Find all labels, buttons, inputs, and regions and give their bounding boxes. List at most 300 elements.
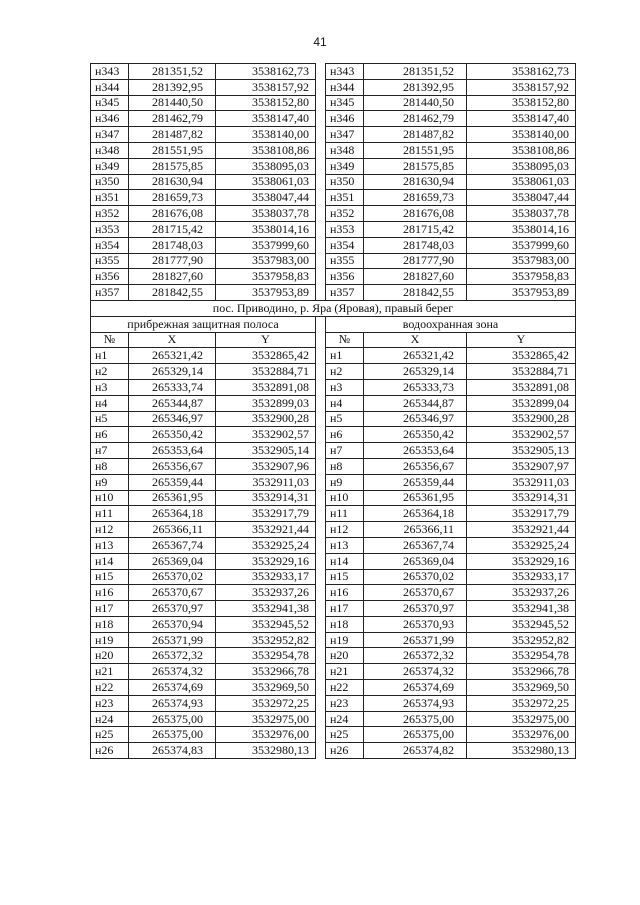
- column-gap: [316, 616, 326, 632]
- point-num-right: н12: [326, 522, 364, 538]
- bottom-section-rows: [91, 348, 576, 759]
- point-num-left: н19: [91, 632, 129, 648]
- coord-y-right: 3538095,03: [467, 158, 576, 174]
- table-row: [91, 616, 576, 632]
- coord-x-left: 265370,94: [129, 616, 216, 632]
- coord-x-right: 265370,67: [364, 585, 467, 601]
- point-num-left: н25: [91, 727, 129, 743]
- column-gap: [316, 174, 326, 190]
- coord-y-left: 3537999,60: [216, 237, 316, 253]
- table-row: [91, 680, 576, 696]
- point-num-left: н356: [91, 269, 129, 285]
- coord-y-right: 3532945,52: [467, 616, 576, 632]
- column-gap: [316, 743, 326, 759]
- point-num-right: н350: [326, 174, 364, 190]
- coord-x-left: 265369,04: [129, 553, 216, 569]
- point-num-right: н356: [326, 269, 364, 285]
- coord-y-left: 3537953,89: [216, 285, 316, 301]
- point-num-right: н344: [326, 79, 364, 95]
- coord-x-left: 281551,95: [129, 142, 216, 158]
- point-num-left: н7: [91, 443, 129, 459]
- table-row: [91, 490, 576, 506]
- coord-y-left: 3532980,13: [216, 743, 316, 759]
- coord-x-right: 265350,42: [364, 427, 467, 443]
- point-num-left: н5: [91, 411, 129, 427]
- coord-x-left: 265374,93: [129, 695, 216, 711]
- coord-x-left: 265321,42: [129, 348, 216, 364]
- table-row: [91, 632, 576, 648]
- coord-x-left: 281827,60: [129, 269, 216, 285]
- table-row: [91, 569, 576, 585]
- coord-y-left: 3532900,28: [216, 411, 316, 427]
- table-row: [91, 364, 576, 380]
- point-num-right: н17: [326, 601, 364, 617]
- coord-y-left: 3538095,03: [216, 158, 316, 174]
- coord-y-left: 3532921,44: [216, 522, 316, 538]
- point-num-right: н343: [326, 64, 364, 80]
- coord-y-left: 3532933,17: [216, 569, 316, 585]
- col-header-num-left: №: [91, 332, 129, 348]
- point-num-right: н357: [326, 285, 364, 301]
- table-row: [91, 458, 576, 474]
- point-num-right: н6: [326, 427, 364, 443]
- coord-x-left: 265374,69: [129, 680, 216, 696]
- coord-y-left: 3538140,00: [216, 127, 316, 143]
- table-row: [91, 285, 576, 301]
- coord-y-right: 3538061,03: [467, 174, 576, 190]
- coord-y-right: 3538147,40: [467, 111, 576, 127]
- point-num-left: н23: [91, 695, 129, 711]
- coord-y-right: 3538037,78: [467, 206, 576, 222]
- point-num-left: н343: [91, 64, 129, 80]
- coord-x-right: 281575,85: [364, 158, 467, 174]
- point-num-left: н348: [91, 142, 129, 158]
- coord-x-left: 265374,83: [129, 743, 216, 759]
- coord-x-right: 265367,74: [364, 537, 467, 553]
- column-gap: [316, 111, 326, 127]
- col-header-y-left: Y: [216, 332, 316, 348]
- column-gap: [316, 221, 326, 237]
- coord-x-left: 281392,95: [129, 79, 216, 95]
- coord-x-left: 265353,64: [129, 443, 216, 459]
- coord-x-left: 265359,44: [129, 474, 216, 490]
- coord-x-right: 265375,00: [364, 727, 467, 743]
- table-row: [91, 711, 576, 727]
- coord-y-left: 3532952,82: [216, 632, 316, 648]
- coord-y-left: 3532937,26: [216, 585, 316, 601]
- column-gap: [316, 474, 326, 490]
- table-row: [91, 348, 576, 364]
- coord-y-left: 3532975,00: [216, 711, 316, 727]
- coord-x-right: 281748,03: [364, 237, 467, 253]
- coord-x-right: 265346,97: [364, 411, 467, 427]
- point-num-right: н5: [326, 411, 364, 427]
- column-gap: [316, 490, 326, 506]
- coord-x-right: 265321,42: [364, 348, 467, 364]
- point-num-left: н9: [91, 474, 129, 490]
- coord-x-right: 265371,99: [364, 632, 467, 648]
- coord-y-right: 3538047,44: [467, 190, 576, 206]
- coord-y-left: 3538037,78: [216, 206, 316, 222]
- column-gap: [316, 553, 326, 569]
- column-gap: [316, 348, 326, 364]
- coord-y-right: 3538157,92: [467, 79, 576, 95]
- coord-y-left: 3538014,16: [216, 221, 316, 237]
- coord-y-left: 3532945,52: [216, 616, 316, 632]
- coord-x-right: 281659,73: [364, 190, 467, 206]
- column-gap: [316, 142, 326, 158]
- coord-y-right: 3537983,00: [467, 253, 576, 269]
- coord-x-right: 265370,97: [364, 601, 467, 617]
- point-num-right: н2: [326, 364, 364, 380]
- column-gap: [316, 711, 326, 727]
- coord-x-right: 281351,52: [364, 64, 467, 80]
- coord-y-right: 3538140,00: [467, 127, 576, 143]
- point-num-right: н351: [326, 190, 364, 206]
- column-gap: [316, 680, 326, 696]
- coord-x-left: 281676,08: [129, 206, 216, 222]
- table-row: [91, 411, 576, 427]
- column-gap: [316, 395, 326, 411]
- coord-y-right: 3532921,44: [467, 522, 576, 538]
- coord-y-left: 3532954,78: [216, 648, 316, 664]
- point-num-left: н21: [91, 664, 129, 680]
- point-num-left: н12: [91, 522, 129, 538]
- coord-x-left: 265344,87: [129, 395, 216, 411]
- coord-x-left: 281748,03: [129, 237, 216, 253]
- point-num-left: н345: [91, 95, 129, 111]
- coord-y-left: 3532929,16: [216, 553, 316, 569]
- coord-x-right: 265329,14: [364, 364, 467, 380]
- point-num-left: н16: [91, 585, 129, 601]
- column-gap: [316, 237, 326, 253]
- point-num-right: н354: [326, 237, 364, 253]
- coord-x-right: 281462,79: [364, 111, 467, 127]
- point-num-left: н354: [91, 237, 129, 253]
- column-gap: [316, 285, 326, 301]
- coord-y-left: 3537983,00: [216, 253, 316, 269]
- table-row: [91, 142, 576, 158]
- coord-x-right: 265359,44: [364, 474, 467, 490]
- coord-x-right: 265356,67: [364, 458, 467, 474]
- coord-x-right: 281487,82: [364, 127, 467, 143]
- coord-y-right: 3532966,78: [467, 664, 576, 680]
- coordinates-table: [90, 63, 576, 759]
- col-header-num-right: №: [326, 332, 364, 348]
- coord-y-left: 3538061,03: [216, 174, 316, 190]
- coord-x-left: 265370,97: [129, 601, 216, 617]
- coord-y-left: 3538152,80: [216, 95, 316, 111]
- coord-x-left: 281575,85: [129, 158, 216, 174]
- coord-y-left: 3532972,25: [216, 695, 316, 711]
- coord-y-left: 3532907,96: [216, 458, 316, 474]
- table-row: [91, 395, 576, 411]
- coord-y-right: 3532954,78: [467, 648, 576, 664]
- coord-x-right: 265353,64: [364, 443, 467, 459]
- coord-x-right: 281676,08: [364, 206, 467, 222]
- coord-y-left: 3537958,83: [216, 269, 316, 285]
- coord-x-left: 281630,94: [129, 174, 216, 190]
- coord-y-left: 3532917,79: [216, 506, 316, 522]
- coord-x-right: 281551,95: [364, 142, 467, 158]
- coord-y-right: 3538162,73: [467, 64, 576, 80]
- coord-y-right: 3532941,38: [467, 601, 576, 617]
- coord-x-right: 281392,95: [364, 79, 467, 95]
- coord-x-left: 281462,79: [129, 111, 216, 127]
- column-gap: [316, 411, 326, 427]
- column-gap: [316, 522, 326, 538]
- point-num-right: н353: [326, 221, 364, 237]
- column-gap: [316, 458, 326, 474]
- col-header-x-left: X: [129, 332, 216, 348]
- coord-y-left: 3532905,14: [216, 443, 316, 459]
- table-row: [91, 743, 576, 759]
- column-gap: [316, 601, 326, 617]
- coord-x-left: 265333,74: [129, 379, 216, 395]
- coord-y-right: 3538014,16: [467, 221, 576, 237]
- point-num-right: н25: [326, 727, 364, 743]
- column-gap: [316, 316, 326, 332]
- coord-x-right: 265370,93: [364, 616, 467, 632]
- coord-y-left: 3532865,42: [216, 348, 316, 364]
- col-header-x-right: X: [364, 332, 467, 348]
- coord-x-left: 265375,00: [129, 711, 216, 727]
- table-row: [91, 221, 576, 237]
- table-row: [91, 379, 576, 395]
- coord-y-left: 3538157,92: [216, 79, 316, 95]
- coord-x-right: 265333,73: [364, 379, 467, 395]
- point-num-right: н1: [326, 348, 364, 364]
- coord-y-right: 3532980,13: [467, 743, 576, 759]
- coord-x-left: 281777,90: [129, 253, 216, 269]
- table-row: [91, 190, 576, 206]
- coord-x-left: 281440,50: [129, 95, 216, 111]
- coord-y-right: 3532884,71: [467, 364, 576, 380]
- point-num-right: н26: [326, 743, 364, 759]
- point-num-right: н13: [326, 537, 364, 553]
- column-gap: [316, 95, 326, 111]
- coord-x-right: 265370,02: [364, 569, 467, 585]
- point-num-left: н18: [91, 616, 129, 632]
- table-row: [91, 522, 576, 538]
- coord-x-right: 265374,69: [364, 680, 467, 696]
- point-num-left: н24: [91, 711, 129, 727]
- coord-x-left: 265372,32: [129, 648, 216, 664]
- coord-y-right: 3532902,57: [467, 427, 576, 443]
- table-row: [91, 506, 576, 522]
- column-gap: [316, 332, 326, 348]
- coord-x-left: 265329,14: [129, 364, 216, 380]
- section-header: [91, 300, 576, 347]
- table-row: [91, 79, 576, 95]
- coord-y-left: 3538147,40: [216, 111, 316, 127]
- table-row: [91, 727, 576, 743]
- coord-x-left: 281715,42: [129, 221, 216, 237]
- coord-y-left: 3532902,57: [216, 427, 316, 443]
- column-gap: [316, 537, 326, 553]
- column-gap: [316, 127, 326, 143]
- coord-x-left: 265361,95: [129, 490, 216, 506]
- point-num-right: н355: [326, 253, 364, 269]
- coord-y-left: 3532941,38: [216, 601, 316, 617]
- column-gap: [316, 427, 326, 443]
- coord-y-right: 3532911,03: [467, 474, 576, 490]
- coord-y-right: 3532975,00: [467, 711, 576, 727]
- coord-x-left: 265370,02: [129, 569, 216, 585]
- table-row: [91, 695, 576, 711]
- point-num-right: н4: [326, 395, 364, 411]
- coord-x-left: 281842,55: [129, 285, 216, 301]
- table-row: [91, 537, 576, 553]
- coord-x-left: 281487,82: [129, 127, 216, 143]
- point-num-right: н9: [326, 474, 364, 490]
- coord-x-left: 265346,97: [129, 411, 216, 427]
- coord-y-right: 3532937,26: [467, 585, 576, 601]
- coord-y-right: 3538108,86: [467, 142, 576, 158]
- point-num-right: н8: [326, 458, 364, 474]
- column-gap: [316, 664, 326, 680]
- column-gap: [316, 253, 326, 269]
- point-num-left: н17: [91, 601, 129, 617]
- coord-y-right: 3532976,00: [467, 727, 576, 743]
- column-gap: [316, 727, 326, 743]
- coord-x-right: 265344,87: [364, 395, 467, 411]
- column-gap: [316, 648, 326, 664]
- point-num-right: н345: [326, 95, 364, 111]
- coord-y-left: 3532966,78: [216, 664, 316, 680]
- coord-y-right: 3532907,97: [467, 458, 576, 474]
- coord-x-left: 265367,74: [129, 537, 216, 553]
- table-row: [91, 553, 576, 569]
- point-num-left: н347: [91, 127, 129, 143]
- coord-y-right: 3532899,04: [467, 395, 576, 411]
- table-row: [91, 585, 576, 601]
- point-num-left: н20: [91, 648, 129, 664]
- top-section-rows: [91, 64, 576, 301]
- coord-y-left: 3532925,24: [216, 537, 316, 553]
- point-num-left: н6: [91, 427, 129, 443]
- coord-y-left: 3532914,31: [216, 490, 316, 506]
- table-row: [91, 158, 576, 174]
- column-gap: [316, 569, 326, 585]
- coord-x-right: 265374,93: [364, 695, 467, 711]
- column-gap: [316, 190, 326, 206]
- column-gap: [316, 632, 326, 648]
- coord-x-left: 265350,42: [129, 427, 216, 443]
- point-num-left: н10: [91, 490, 129, 506]
- point-num-left: н2: [91, 364, 129, 380]
- table-row: [91, 174, 576, 190]
- point-num-right: н349: [326, 158, 364, 174]
- column-gap: [316, 364, 326, 380]
- table-row: [91, 206, 576, 222]
- coord-y-right: 3532891,08: [467, 379, 576, 395]
- coord-x-left: 281351,52: [129, 64, 216, 80]
- coord-x-right: 265372,32: [364, 648, 467, 664]
- coord-y-left: 3532884,71: [216, 364, 316, 380]
- coord-y-right: 3532917,79: [467, 506, 576, 522]
- point-num-left: н346: [91, 111, 129, 127]
- coord-y-right: 3532925,24: [467, 537, 576, 553]
- table-row: [91, 427, 576, 443]
- point-num-right: н10: [326, 490, 364, 506]
- coord-y-right: 3532914,31: [467, 490, 576, 506]
- table-row: [91, 443, 576, 459]
- column-header-row: [91, 332, 576, 348]
- point-num-right: н23: [326, 695, 364, 711]
- point-num-left: н11: [91, 506, 129, 522]
- coord-x-right: 265374,82: [364, 743, 467, 759]
- section-title: пос. Приводино, р. Яра (Яровая), правый берег: [91, 300, 576, 316]
- coord-y-left: 3538108,86: [216, 142, 316, 158]
- point-num-right: н20: [326, 648, 364, 664]
- coord-y-right: 3537953,89: [467, 285, 576, 301]
- coord-y-left: 3532976,00: [216, 727, 316, 743]
- point-num-left: н26: [91, 743, 129, 759]
- point-num-right: н21: [326, 664, 364, 680]
- coord-y-right: 3538152,80: [467, 95, 576, 111]
- table-row: [91, 601, 576, 617]
- coord-x-left: 265375,00: [129, 727, 216, 743]
- coord-y-left: 3532911,03: [216, 474, 316, 490]
- table-row: [91, 111, 576, 127]
- coord-x-right: 281842,55: [364, 285, 467, 301]
- table-row: [91, 253, 576, 269]
- point-num-left: н3: [91, 379, 129, 395]
- column-gap: [316, 585, 326, 601]
- table-row: [91, 127, 576, 143]
- coord-y-right: 3537958,83: [467, 269, 576, 285]
- point-num-left: н22: [91, 680, 129, 696]
- column-gap: [316, 64, 326, 80]
- coord-x-right: 265375,00: [364, 711, 467, 727]
- coord-x-right: 265364,18: [364, 506, 467, 522]
- coord-y-left: 3532899,03: [216, 395, 316, 411]
- coord-x-left: 265371,99: [129, 632, 216, 648]
- point-num-right: н16: [326, 585, 364, 601]
- coord-x-left: 281659,73: [129, 190, 216, 206]
- coord-x-right: 281715,42: [364, 221, 467, 237]
- point-num-right: н18: [326, 616, 364, 632]
- point-num-right: н11: [326, 506, 364, 522]
- coord-y-right: 3537999,60: [467, 237, 576, 253]
- column-gap: [316, 443, 326, 459]
- point-num-left: н344: [91, 79, 129, 95]
- left-zone-title: прибрежная защитная полоса: [91, 316, 316, 332]
- point-num-right: н348: [326, 142, 364, 158]
- coord-x-right: 281630,94: [364, 174, 467, 190]
- coord-x-left: 265370,67: [129, 585, 216, 601]
- point-num-left: н355: [91, 253, 129, 269]
- point-num-left: н15: [91, 569, 129, 585]
- point-num-left: н8: [91, 458, 129, 474]
- point-num-left: н352: [91, 206, 129, 222]
- column-gap: [316, 269, 326, 285]
- coord-y-left: 3538047,44: [216, 190, 316, 206]
- right-zone-title: водоохранная зона: [326, 316, 576, 332]
- coord-y-right: 3532933,17: [467, 569, 576, 585]
- coord-y-right: 3532929,16: [467, 553, 576, 569]
- column-gap: [316, 695, 326, 711]
- point-num-right: н7: [326, 443, 364, 459]
- table-row: [91, 474, 576, 490]
- coord-x-left: 265364,18: [129, 506, 216, 522]
- point-num-left: н350: [91, 174, 129, 190]
- table-row: [91, 648, 576, 664]
- coord-x-right: 265361,95: [364, 490, 467, 506]
- coord-y-right: 3532969,50: [467, 680, 576, 696]
- table-row: [91, 269, 576, 285]
